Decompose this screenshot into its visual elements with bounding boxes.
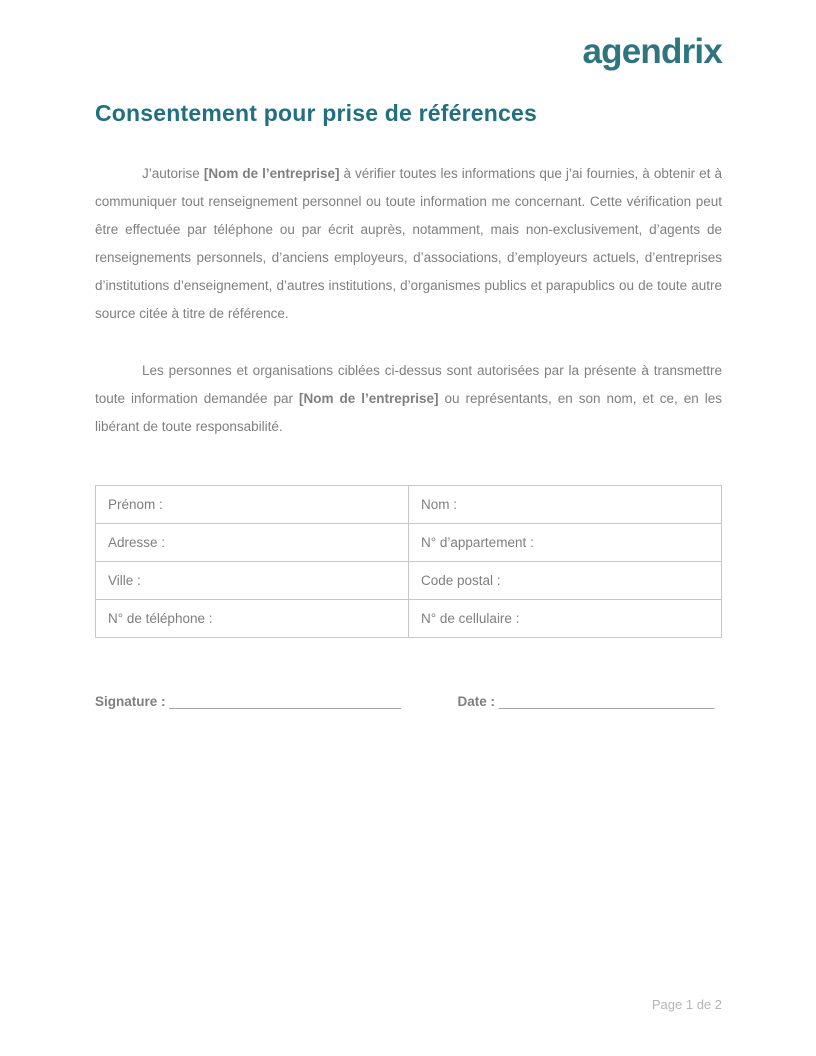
- personal-info-table: [95, 485, 722, 638]
- paragraph-1-text-start: J’autorise: [142, 166, 204, 181]
- field-first-name: Prénom :: [96, 486, 409, 524]
- page-number-indicator: Page 1 de 2: [651, 997, 722, 1012]
- date-line: ___________________________: [498, 694, 715, 709]
- field-last-name: Nom :: [409, 486, 722, 524]
- agendrix-logo: agendrix: [582, 32, 722, 71]
- signature-line: _____________________________: [169, 694, 402, 709]
- header: [95, 32, 722, 74]
- signature-section: [95, 694, 722, 709]
- field-phone-number: N° de téléphone :: [96, 600, 409, 638]
- company-name-placeholder-1: [Nom de l’entreprise]: [203, 166, 340, 181]
- field-cell-number: N° de cellulaire :: [409, 600, 722, 638]
- paragraph-1-text-end: à vérifier toutes les informations que j’ai fournies, à obtenir et à communiquer tout renseignement personnel ou toute information me concernant. Cette vérification peut être effectuée par téléphone ou par écrit auprès, notamment, mais non-exclusivement, d’agents de renseignements personnels, d’anciens employeurs, d’associations, d’employeurs actuels, d’entreprises d’institutions d’enseignement, d’autres institutions, d’organismes publics et parapublics ou de toute autre source citée à titre de référence.: [95, 166, 722, 321]
- paragraph-2-text-start: Les personnes et organisations ciblées ci-dessus sont autorisées par la présente à transmettre toute information demandée par: [95, 363, 722, 406]
- company-name-placeholder-2: [Nom de l’entreprise]: [299, 391, 439, 406]
- signature-field: [95, 694, 402, 709]
- date-label: Date :: [457, 694, 499, 709]
- paragraph-2-text-end: ou représentants, en son nom, et ce, en les libérant de toute responsabilité.: [95, 391, 722, 434]
- page-title: Consentement pour prise de références: [95, 100, 537, 126]
- field-city: Ville :: [96, 562, 409, 600]
- field-postal-code: Code postal :: [409, 562, 722, 600]
- signature-label: Signature :: [95, 694, 170, 709]
- table-row: [96, 486, 722, 524]
- table-row: [96, 600, 722, 638]
- field-apartment-number: N° d’appartement :: [409, 524, 722, 562]
- paragraph-release: [95, 357, 722, 441]
- paragraph-authorization: [95, 160, 722, 328]
- field-address: Adresse :: [96, 524, 409, 562]
- table-row: [96, 562, 722, 600]
- date-field: [458, 694, 715, 709]
- table-row: [96, 524, 722, 562]
